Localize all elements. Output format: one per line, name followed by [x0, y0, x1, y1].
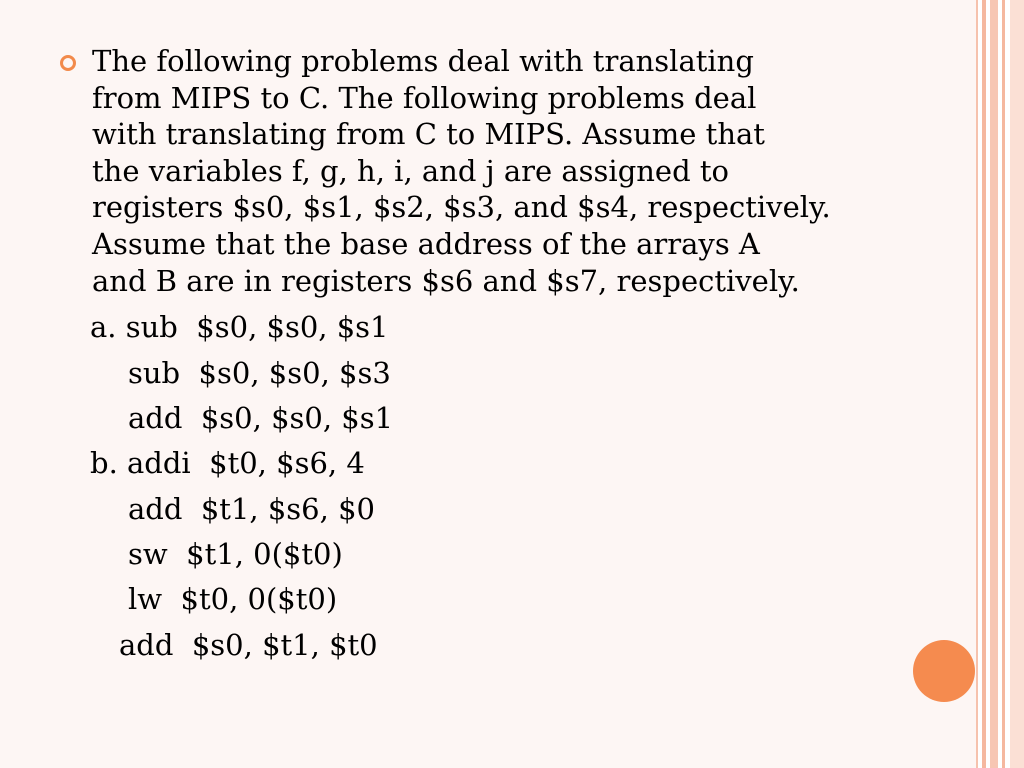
part-a-line-3: add $s0, $s0, $s1	[128, 401, 394, 435]
problem-description	[92, 43, 922, 299]
part-a-line-2: sub $s0, $s0, $s3	[128, 356, 391, 390]
part-b-line-2: add $t1, $s6, $0	[128, 492, 375, 526]
paragraph-line: registers $s0, $s1, $s2, $s3, and $s4, respectively.	[92, 190, 831, 225]
paragraph-line: from MIPS to C. The following problems deal	[92, 80, 757, 115]
border-stripe	[990, 0, 998, 768]
border-stripe	[1002, 0, 1005, 768]
part-b-line-1: b. addi $t0, $s6, 4	[90, 446, 365, 480]
paragraph-line: Assume that the base address of the arrays A	[92, 226, 760, 261]
border-stripe	[1010, 0, 1024, 768]
paragraph-line: and B are in registers $s6 and $s7, respectively.	[92, 263, 800, 298]
paragraph-line: the variables f, g, h, i, and j are assigned to	[92, 153, 729, 188]
paragraph-line: with translating from C to MIPS. Assume that	[92, 117, 765, 152]
bullet-circle-icon	[60, 55, 76, 71]
part-b-line-3: sw $t1, 0($t0)	[128, 537, 343, 571]
part-a-line-1: a. sub $s0, $s0, $s1	[90, 310, 389, 344]
border-stripe	[976, 0, 978, 768]
decorative-orange-circle	[913, 640, 975, 702]
part-b-line-5: add $s0, $t1, $t0	[119, 628, 378, 662]
paragraph-line: The following problems deal with translating	[92, 44, 754, 78]
border-stripe	[982, 0, 986, 768]
part-b-line-4: lw $t0, 0($t0)	[128, 582, 338, 616]
